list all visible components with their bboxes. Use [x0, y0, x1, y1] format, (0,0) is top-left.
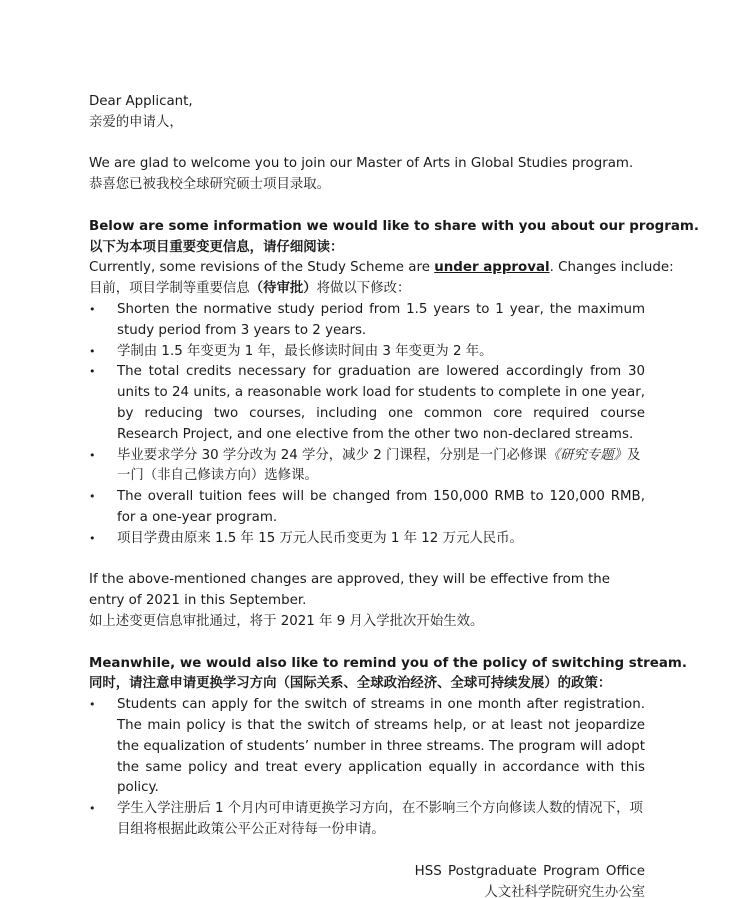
bullet-icon: •: [89, 698, 96, 712]
signature-zh: 人文社科学院研究生办公室: [484, 884, 645, 898]
bullet-icon: •: [89, 302, 96, 316]
list-item: [89, 695, 645, 799]
list-item-text: 学制由 1.5 年变更为 1 年，最长修读时间由 3 年变更为 2 年。: [117, 343, 493, 359]
intro-text: Currently, some revisions of the Study Scheme are: [89, 260, 435, 276]
list-item-text: The total credits necessary for graduation are lowered accordingly from 30 units to 24 units, a reasonable work load for students to complete in one year, by reducing two courses, including one common core required course Research Project, and one elective from the other two non-declared streams.: [117, 364, 645, 442]
list-item-text: 毕业要求学分 30 学分改为 24 学分，减少 2 门课程，分别是一门必修课: [117, 447, 547, 463]
list-item-text: Shorten the normative study period from 1.5 years to 1 year, the maximum study period from 3 years to 2 years.: [117, 301, 645, 338]
stream-heading-zh: 同时，请注意申请更换学习方向（国际关系、全球政治经济、全球可持续发展）的政策：: [89, 676, 612, 692]
list-item: [89, 799, 645, 841]
bullet-icon: •: [89, 448, 96, 462]
greeting-en: Dear Applicant,: [89, 94, 193, 109]
list-item-text: Students can apply for the switch of streams in one month after registration. The main policy is that the switch of streams help, or at least not jeopardize the equalization of students’ number in three streams. The program will adopt the same policy and treat every application equally in accordance with this policy.: [117, 697, 645, 796]
list-item: [89, 300, 645, 342]
list-item: [89, 362, 645, 445]
intro-text: 目前，项目学制等重要信息: [89, 281, 250, 297]
changes-heading-en: Below are some information we would like to share with you about our program.: [89, 218, 699, 234]
bullet-icon: •: [89, 344, 96, 358]
signature-en: HSS Postgraduate Program Office: [414, 864, 645, 879]
under-approval-emphasis: under approval: [434, 260, 550, 276]
effective-zh: 如上述变更信息审批通过，将于 2021 年 9 月入学批次开始生效。: [89, 613, 484, 629]
bullet-icon: •: [89, 531, 96, 545]
letter-body: [89, 92, 699, 841]
bullet-icon: •: [89, 802, 96, 816]
list-item: [89, 342, 645, 363]
changes-intro-zh: [89, 279, 645, 300]
changes-heading-zh: 以下为本项目重要变更信息，请仔细阅读：: [89, 239, 344, 255]
signature-block: [415, 862, 645, 898]
bullet-icon: •: [89, 365, 96, 379]
welcome-en: We are glad to welcome you to join our Master of Arts in Global Studies program.: [89, 156, 634, 172]
list-item-text: The overall tuition fees will be changed from 150,000 RMB to 120,000 RMB, for a one-year program.: [117, 489, 645, 525]
intro-text: 将做以下修改：: [316, 281, 411, 297]
intro-text: . Changes include:: [549, 260, 674, 276]
welcome-zh: 恭喜您已被我校全球研究硕士项目录取。: [89, 177, 331, 193]
greeting-zh: 亲爱的申请人，: [89, 114, 183, 130]
spacer: [89, 196, 645, 217]
stream-heading-en: Meanwhile, we would also like to remind you of the policy of switching stream.: [89, 655, 687, 671]
spacer: [89, 550, 645, 571]
spacer: [89, 134, 645, 155]
effective-en: If the above-mentioned changes are approved, they will be effective from the entry of 2021 in this September.: [89, 572, 611, 609]
course-title: 《研究专题》: [546, 447, 628, 463]
spacer: [89, 633, 645, 654]
changes-intro-en: [89, 258, 674, 279]
stream-policy-list: [89, 695, 645, 841]
list-item: [89, 529, 645, 550]
list-item-text: 及一门（非自己修读方向）选修课。: [117, 447, 641, 484]
list-item-text: 学生入学注册后 1 个月内可申请更换学习方向，在不影响三个方向修读人数的情况下，项目组将根据此政策公平公正对待每一份申请。: [117, 801, 643, 837]
pending-approval-emphasis: （待审批）: [249, 281, 317, 297]
changes-list: [89, 300, 645, 550]
bullet-icon: •: [89, 490, 96, 504]
list-item: [89, 446, 645, 488]
list-item-text: 项目学费由原来 1.5 年 15 万元人民币变更为 1 年 12 万元人民币。: [117, 530, 523, 546]
list-item: [89, 487, 645, 529]
